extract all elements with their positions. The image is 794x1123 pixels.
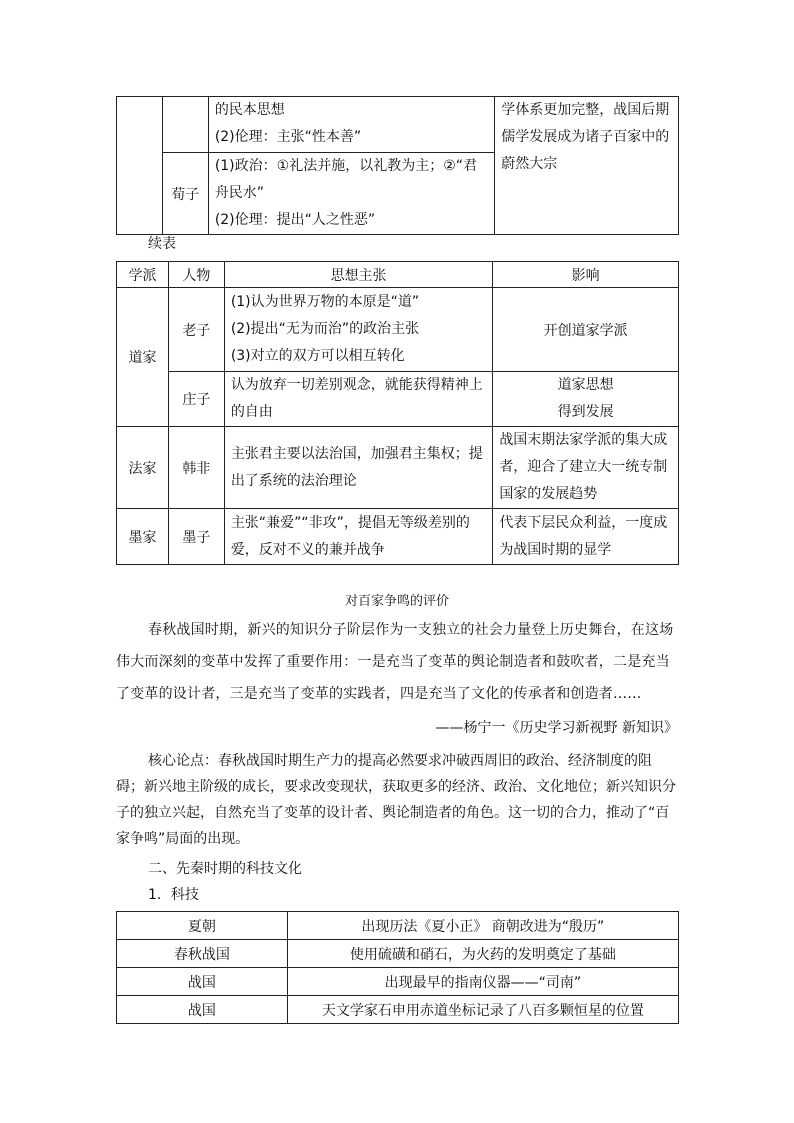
tech-event: 出现历法《夏小正》 商朝改进为“殷历” <box>287 912 678 940</box>
zhuangzi-influence: 道家思想 得到发展 <box>493 372 679 427</box>
school-mojia: 墨家 <box>117 509 169 565</box>
tech-period: 夏朝 <box>117 912 288 940</box>
evaluation-quote: 春秋战国时期，新兴的知识分子阶层作为一支独立的社会力量登上历史舞台，在这场伟大而深刻的变革中发挥了重要作用：一是充当了变革的舆论制造者和鼓吹者，二是充当了变革的设计者，三是充当了变革的实践者，四是充当了文化的传承者和创造者…… <box>116 622 674 702</box>
person-hanfei: 韩非 <box>168 427 224 509</box>
continued-table-top <box>116 96 679 235</box>
person-laozi: 老子 <box>168 288 224 372</box>
subsection-heading: 1．科技 <box>148 887 199 903</box>
tech-period: 战国 <box>117 996 288 1024</box>
tech-event: 天文学家石申用赤道坐标记录了八百多颗恒星的位置 <box>287 996 678 1024</box>
header-thought: 思想主张 <box>224 262 493 288</box>
laozi-influence: 开创道家学派 <box>493 288 679 372</box>
school-cell-empty <box>117 97 163 235</box>
hanfei-thought: 主张君主要以法治国，加强君主集权；提 出了系统的法治理论 <box>224 427 493 509</box>
tech-period: 战国 <box>117 968 288 996</box>
tech-event: 出现最早的指南仪器——“司南” <box>287 968 678 996</box>
thinkers-table <box>116 261 679 565</box>
section-heading: 二、先秦时期的科技文化 <box>148 861 302 877</box>
person-cell-empty <box>162 97 208 153</box>
influence-cell: 学体系更加完整，战国后期 儒学发展成为诸子百家中的 蔚然大宗 <box>495 97 679 235</box>
person-xunzi: 荀子 <box>162 153 208 235</box>
person-mozi: 墨子 <box>168 509 224 565</box>
tech-event: 使用硫磺和硝石，为火药的发明奠定了基础 <box>287 940 678 968</box>
quote-source: ——杨宁一《历史学习新视野 新知识》 <box>435 720 678 736</box>
tech-table <box>116 911 679 1024</box>
header-school: 学派 <box>117 262 169 288</box>
continued-label: 续表 <box>148 236 176 252</box>
header-influence: 影响 <box>493 262 679 288</box>
header-person: 人物 <box>168 262 224 288</box>
school-fajia: 法家 <box>117 427 169 509</box>
tech-period: 春秋战国 <box>117 940 288 968</box>
laozi-thought: (1)认为世界万物的本原是“道” (2)提出“无为而治”的政治主张 (3)对立的双方可以相互转化 <box>224 288 493 372</box>
hanfei-influence: 战国末期法家学派的集大成 者，迎合了建立大一统专制 国家的发展趋势 <box>493 427 679 509</box>
person-zhuangzi: 庄子 <box>168 372 224 427</box>
xunzi-thought-cell: (1)政治：①礼法并施，以礼教为主；②“君 舟民水” (2)伦理：提出“人之性恶” <box>208 153 494 235</box>
mozi-thought: 主张“兼爱”“非攻”，提倡无等级差别的 爱，反对不义的兼并战争 <box>224 509 493 565</box>
zhuangzi-thought: 认为放弃一切差别观念，就能获得精神上 的自由 <box>224 372 493 427</box>
thought-cell: 的民本思想 (2)伦理：主张“性本善” <box>208 97 494 153</box>
mozi-influence: 代表下层民众利益，一度成 为战国时期的显学 <box>493 509 679 565</box>
evaluation-title: 对百家争鸣的评价 <box>344 594 449 609</box>
school-daojia: 道家 <box>117 288 169 427</box>
core-argument: 核心论点：春秋战国时期生产力的提高必然要求冲破西周旧的政治、经济制度的阻碍；新兴地主阶级的成长，要求改变现状，获取更多的经济、政治、文化地位；新兴知识分子的独立兴起，自然充当了变革的设计者、舆论制造者的角色。这一切的合力，推动了“百家争鸣”局面的出现。 <box>116 753 676 847</box>
